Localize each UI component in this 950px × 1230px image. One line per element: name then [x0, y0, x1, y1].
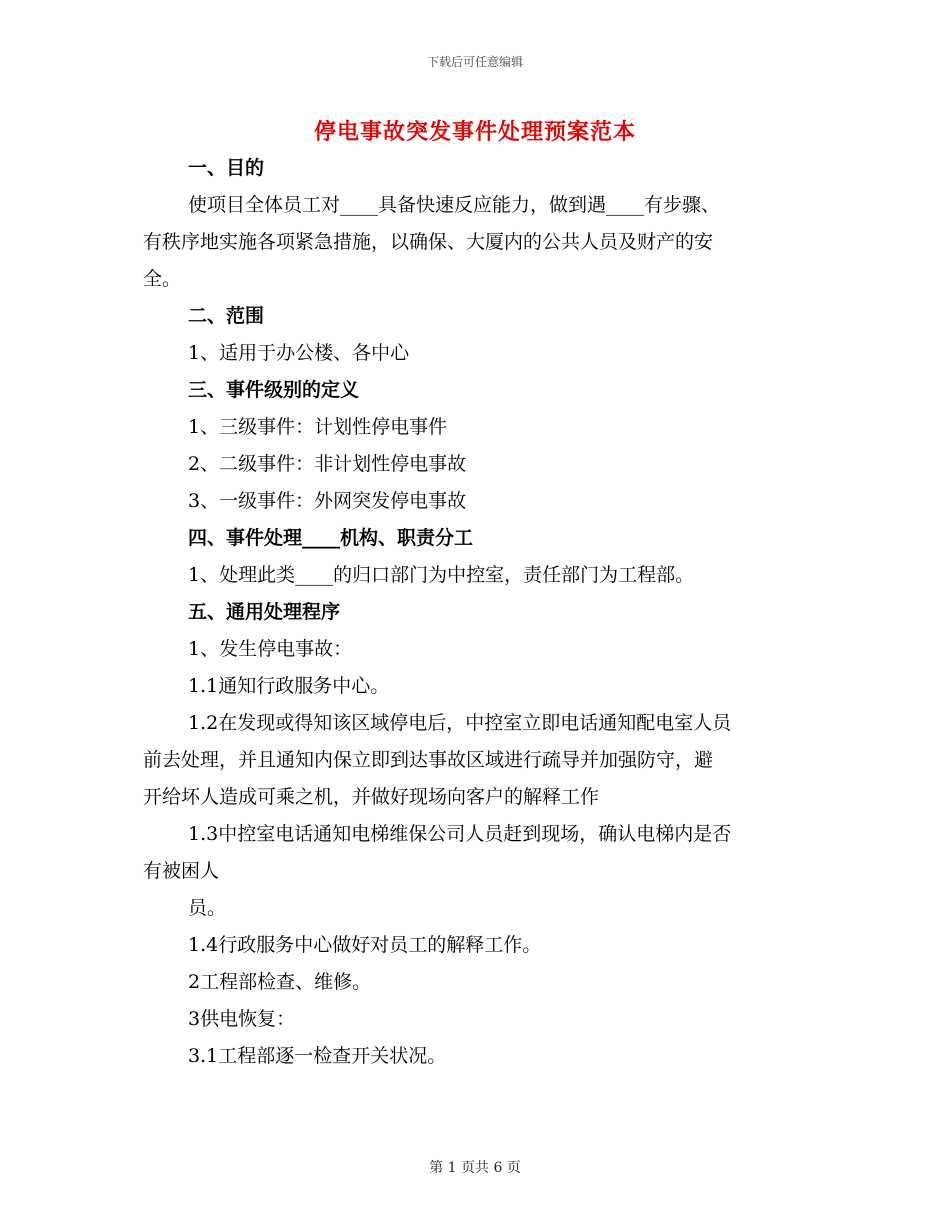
paragraph-line: 2、二级事件：非计划性停电事故: [188, 453, 467, 475]
section-heading-purpose: 一、目的: [188, 157, 265, 179]
paragraph-line: 有被困人: [143, 860, 220, 882]
header-note: 下载后可任意编辑: [426, 55, 523, 69]
paragraph-line: 1、处理此类____的归口部门为中控室，责任部门为工程部。: [188, 564, 695, 586]
paragraph-line: 1.3中控室电话通知电梯维保公司人员赶到现场，确认电梯内是否: [188, 823, 732, 845]
paragraph-line: 前去处理，并且通知内保立即到达事故区域进行疏导并加强防守，避: [143, 749, 714, 771]
paragraph-line: 使项目全体员工对____具备快速反应能力，做到遇____有步骤、: [188, 194, 721, 216]
paragraph-line: 开给坏人造成可乘之机，并做好现场向客户的解释工作: [143, 786, 600, 808]
section-heading-levels: 三、事件级别的定义: [188, 379, 360, 401]
paragraph-line: 3供电恢复：: [188, 1008, 296, 1030]
paragraph-line: 1.2在发现或得知该区域停电后，中控室立即电话通知配电室人员: [188, 712, 732, 734]
paragraph-line: 1、三级事件：计划性停电事件: [188, 416, 448, 438]
paragraph-line: 1、发生停电事故：: [188, 638, 353, 660]
paragraph-line: 2工程部检查、维修。: [188, 971, 372, 993]
paragraph-line: 员。: [188, 897, 227, 919]
paragraph-line: 3、一级事件：外网突发停电事故: [188, 490, 467, 512]
paragraph-line: 有秩序地实施各项紧急措施，以确保、大厦内的公共人员及财产的安: [143, 231, 714, 253]
section-heading-procedure: 五、通用处理程序: [188, 601, 341, 623]
section-heading-scope: 二、范围: [188, 305, 265, 327]
paragraph-line: 3.1工程部逐一检查开关状况。: [188, 1045, 447, 1067]
document-body: [143, 150, 813, 1075]
document-title: 停电事故突发事件处理预案范本: [313, 119, 636, 145]
paragraph-line: 1.1通知行政服务中心。: [188, 675, 390, 697]
paragraph-line: 1、适用于办公楼、各中心: [188, 342, 410, 364]
paragraph-line: 1.4行政服务中心做好对员工的解释工作。: [188, 934, 542, 956]
paragraph-line: 全。: [143, 268, 182, 290]
page-footer: 第 1 页共 6 页: [429, 1160, 521, 1176]
section-heading-organization: 四、事件处理____机构、职责分工: [188, 527, 474, 549]
